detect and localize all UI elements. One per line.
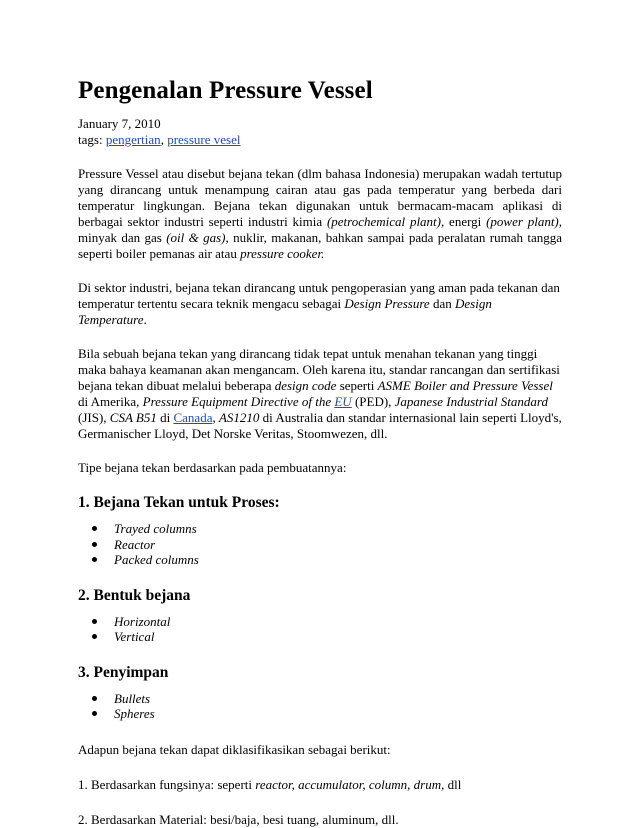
section-3-list — [78, 691, 562, 722]
tags-separator: , — [160, 132, 168, 147]
bullet-icon — [92, 526, 97, 531]
list-item: Bullets — [92, 691, 562, 707]
paragraph-by-function: 1. Berdasarkan fungsinya: seperti reactor, accumulator, column, drum, dll — [78, 776, 462, 792]
bullet-icon — [92, 696, 97, 701]
paragraph-intro: Pressure Vessel atau disebut bejana tekan (dlm bahasa Indonesia) merupakan wadah tertutup yang dirancang untuk menampung cairan atau gas pada temperatur yang berbeda dari temperatur lingkungan. Bejana tekan digunakan untuk bermacam-macam aplikasi di berbagai sektor industri seperti industri kimia (petrochemical plant), energi (power plant), minyak dan gas (oil & gas), nuklir, makanan, bahkan sampai pada peralatan rumah tangga seperti boiler pemanas air atau pressure cooker. — [78, 166, 563, 261]
paragraph-design: Di sektor industri, bejana tekan dirancang untuk pengoperasian yang aman pada tekanan dan temperatur tertentu secara teknik mengacu sebagai Design Pressure dan Design Temperature. — [78, 280, 560, 327]
link-canada[interactable]: Canada — [173, 410, 213, 425]
paragraph-classification: Adapun bejana tekan dapat diklasifikasikan sebagai berikut: — [78, 741, 391, 757]
list-item: Trayed columns — [92, 521, 562, 537]
post-date: January 7, 2010 — [78, 116, 161, 131]
post-tags — [78, 132, 562, 148]
section-heading-2: 2. Bentuk bejana — [78, 586, 191, 604]
bullet-icon — [92, 711, 97, 716]
article-title: Pengenalan Pressure Vessel — [78, 77, 373, 104]
paragraph-by-material: 2. Berdasarkan Material: besi/baja, besi tuang, aluminum, dll. — [78, 811, 399, 827]
list-item: Packed columns — [92, 552, 562, 568]
bullet-icon — [92, 542, 97, 547]
section-2-list — [78, 614, 562, 645]
bullet-icon — [92, 619, 97, 624]
list-item: Vertical — [92, 629, 562, 645]
list-item: Spheres — [92, 706, 562, 722]
section-heading-3: 3. Penyimpan — [78, 663, 169, 681]
link-eu[interactable]: EU — [334, 394, 352, 409]
tag-link-pressure-vesel[interactable]: pressure vesel — [167, 132, 241, 147]
tag-link-pengertian[interactable]: pengertian — [105, 132, 161, 147]
list-item: Reactor — [92, 537, 562, 553]
section-1-list — [78, 521, 562, 568]
tags-label: tags: — [78, 132, 106, 147]
bullet-icon — [92, 634, 97, 639]
list-item: Horizontal — [92, 614, 562, 630]
paragraph-standards: Bila sebuah bejana tekan yang dirancang tidak tepat untuk menahan tekanan yang tinggi maka bahaya keamanan akan mengancam. Oleh karena itu, standar rancangan dan sertifikasi bejana tekan dibuat melalui beberapa design code seperti ASME Boiler and Pressure Vessel di Amerika, Pressure Equipment Directive of the EU (PED), Japanese Industrial Standard (JIS), CSA B51 di Canada, AS1210 di Australia dan standar internasional lain seperti Lloyd's, Germanischer Lloyd, Det Norske Veritas, Stoomwezen, dll. — [78, 346, 562, 441]
paragraph-types-intro: Tipe bejana tekan berdasarkan pada pembuatannya: — [78, 460, 347, 475]
section-heading-1: 1. Bejana Tekan untuk Proses: — [78, 494, 280, 511]
bullet-icon — [92, 557, 97, 562]
